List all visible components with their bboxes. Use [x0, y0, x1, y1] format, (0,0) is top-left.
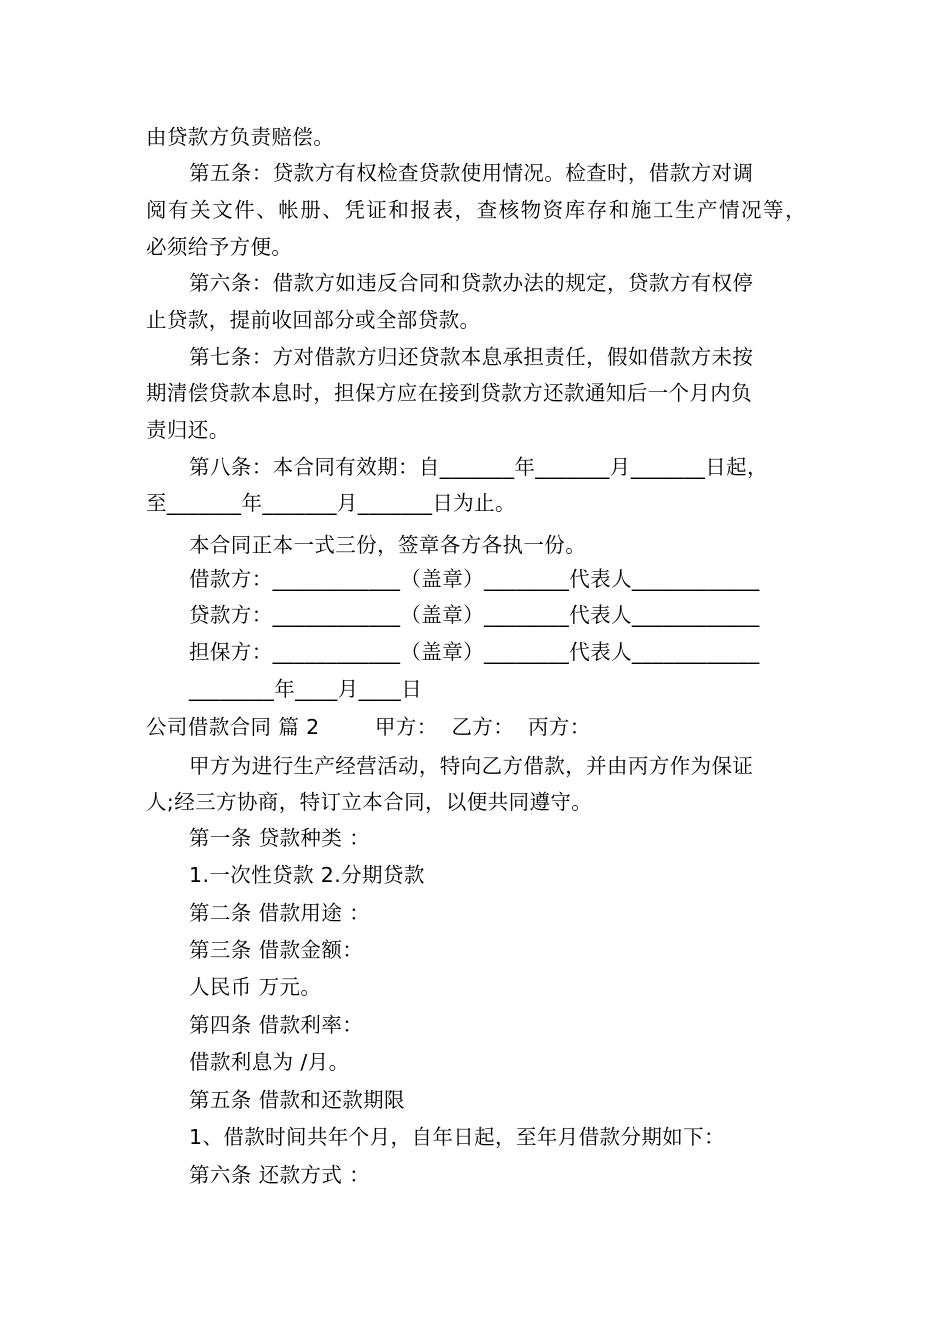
paragraph-line: 由贷款方负责赔偿。 [146, 125, 335, 149]
contract-2-intro-line-1: 甲方为进行生产经营活动，特向乙方借款，并由丙方作为保证 [189, 754, 754, 778]
clause-5-terms: 1、借款时间共年个月，自年日起，至年月借款分期如下： [189, 1125, 725, 1149]
article-8-line-2: 至_______年_______月_______日为止。 [146, 491, 516, 515]
clause-4-title: 第四条 借款利率： [189, 1013, 364, 1037]
clause-4-rate: 借款利息为 /月。 [189, 1050, 350, 1074]
clause-1-options: 1.一次性贷款 2.分期贷款 [189, 863, 425, 887]
contract-2-heading: 公司借款合同 篇 2 甲方： 乙方： 丙方： [146, 715, 591, 739]
guarantor-signature-line: 担保方：____________（盖章）________代表人____________ [189, 640, 760, 664]
article-6-line-2: 止贷款，提前收回部分或全部贷款。 [146, 308, 481, 332]
article-6-line-1: 第六条：借款方如违反合同和贷款办法的规定，贷款方有权停 [189, 271, 754, 295]
article-8-line-1: 第八条：本合同有效期：自_______年_______月_______日起， [189, 455, 768, 479]
signature-date-line: ________年____月____日 [189, 677, 423, 701]
clause-3-amount: 人民币 万元。 [189, 975, 322, 999]
clause-3-title: 第三条 借款金额： [189, 938, 364, 962]
borrower-signature-line: 借款方：____________（盖章）________代表人____________ [189, 567, 760, 591]
article-5-line-1: 第五条：贷款方有权检查贷款使用情况。检查时，借款方对调 [189, 161, 754, 185]
clause-2-title: 第二条 借款用途 ： [189, 901, 371, 925]
article-5-line-3: 必须给予方便。 [146, 235, 293, 259]
contract-2-intro-line-2: 人;经三方协商，特订立本合同，以便共同遵守。 [146, 790, 593, 814]
copies-clause: 本合同正本一式三份，签章各方各执一份。 [189, 533, 587, 557]
article-5-line-2: 阅有关文件、帐册、凭证和报表，查核物资库存和施工生产情况等， [146, 198, 806, 222]
article-7-line-2: 期清偿贷款本息时，担保方应在接到贷款方还款通知后一个月内负 [146, 381, 753, 405]
lender-signature-line: 贷款方：____________（盖章）________代表人____________ [189, 603, 760, 627]
article-7-line-1: 第七条：方对借款方归还贷款本息承担责任，假如借款方未按 [189, 345, 754, 369]
clause-6-title: 第六条 还款方式 ： [189, 1163, 371, 1187]
article-7-line-3: 责归还。 [146, 418, 230, 442]
clause-5-title: 第五条 借款和还款期限 [189, 1088, 405, 1112]
clause-1-title: 第一条 贷款种类 ： [189, 826, 371, 850]
